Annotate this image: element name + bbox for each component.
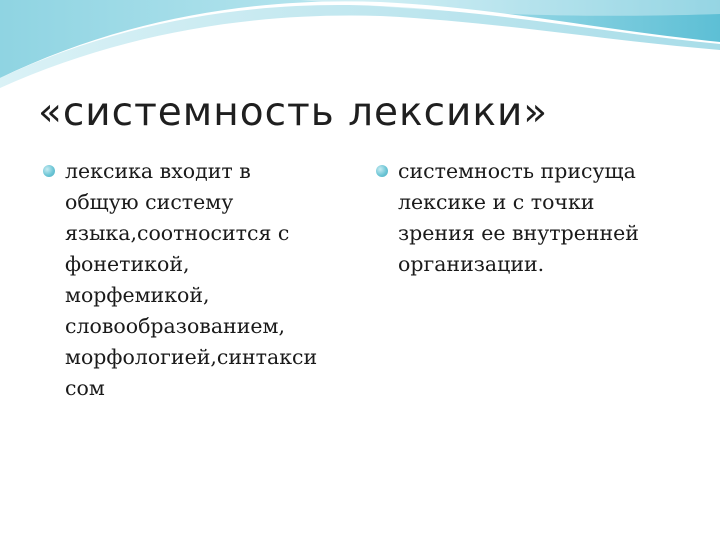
bullet-item-right — [373, 156, 673, 280]
text-line: фонетикой, — [65, 252, 190, 276]
text-line: словообразованием, — [65, 314, 285, 338]
right-column — [373, 156, 673, 280]
left-column — [40, 156, 340, 404]
bullet-item-left — [40, 156, 340, 404]
bullet-dot-icon — [376, 165, 388, 177]
bullet-dot-icon — [43, 165, 55, 177]
slide-title: «системность лексики» — [38, 90, 549, 135]
text-line: системность присуща — [398, 159, 636, 183]
text-line: общую систему — [65, 190, 234, 214]
text-line: морфологией,синтакси — [65, 345, 318, 369]
text-line: сом — [65, 376, 105, 400]
text-line: зрения ее внутренней — [398, 221, 639, 245]
text-line: морфемикой, — [65, 283, 210, 307]
text-line: лексике и с точки — [398, 190, 595, 214]
text-line: языка,соотносится с — [65, 221, 290, 245]
text-line: организации. — [398, 252, 545, 276]
text-line: лексика входит в — [65, 159, 251, 183]
header-wave-decoration — [0, 0, 720, 90]
